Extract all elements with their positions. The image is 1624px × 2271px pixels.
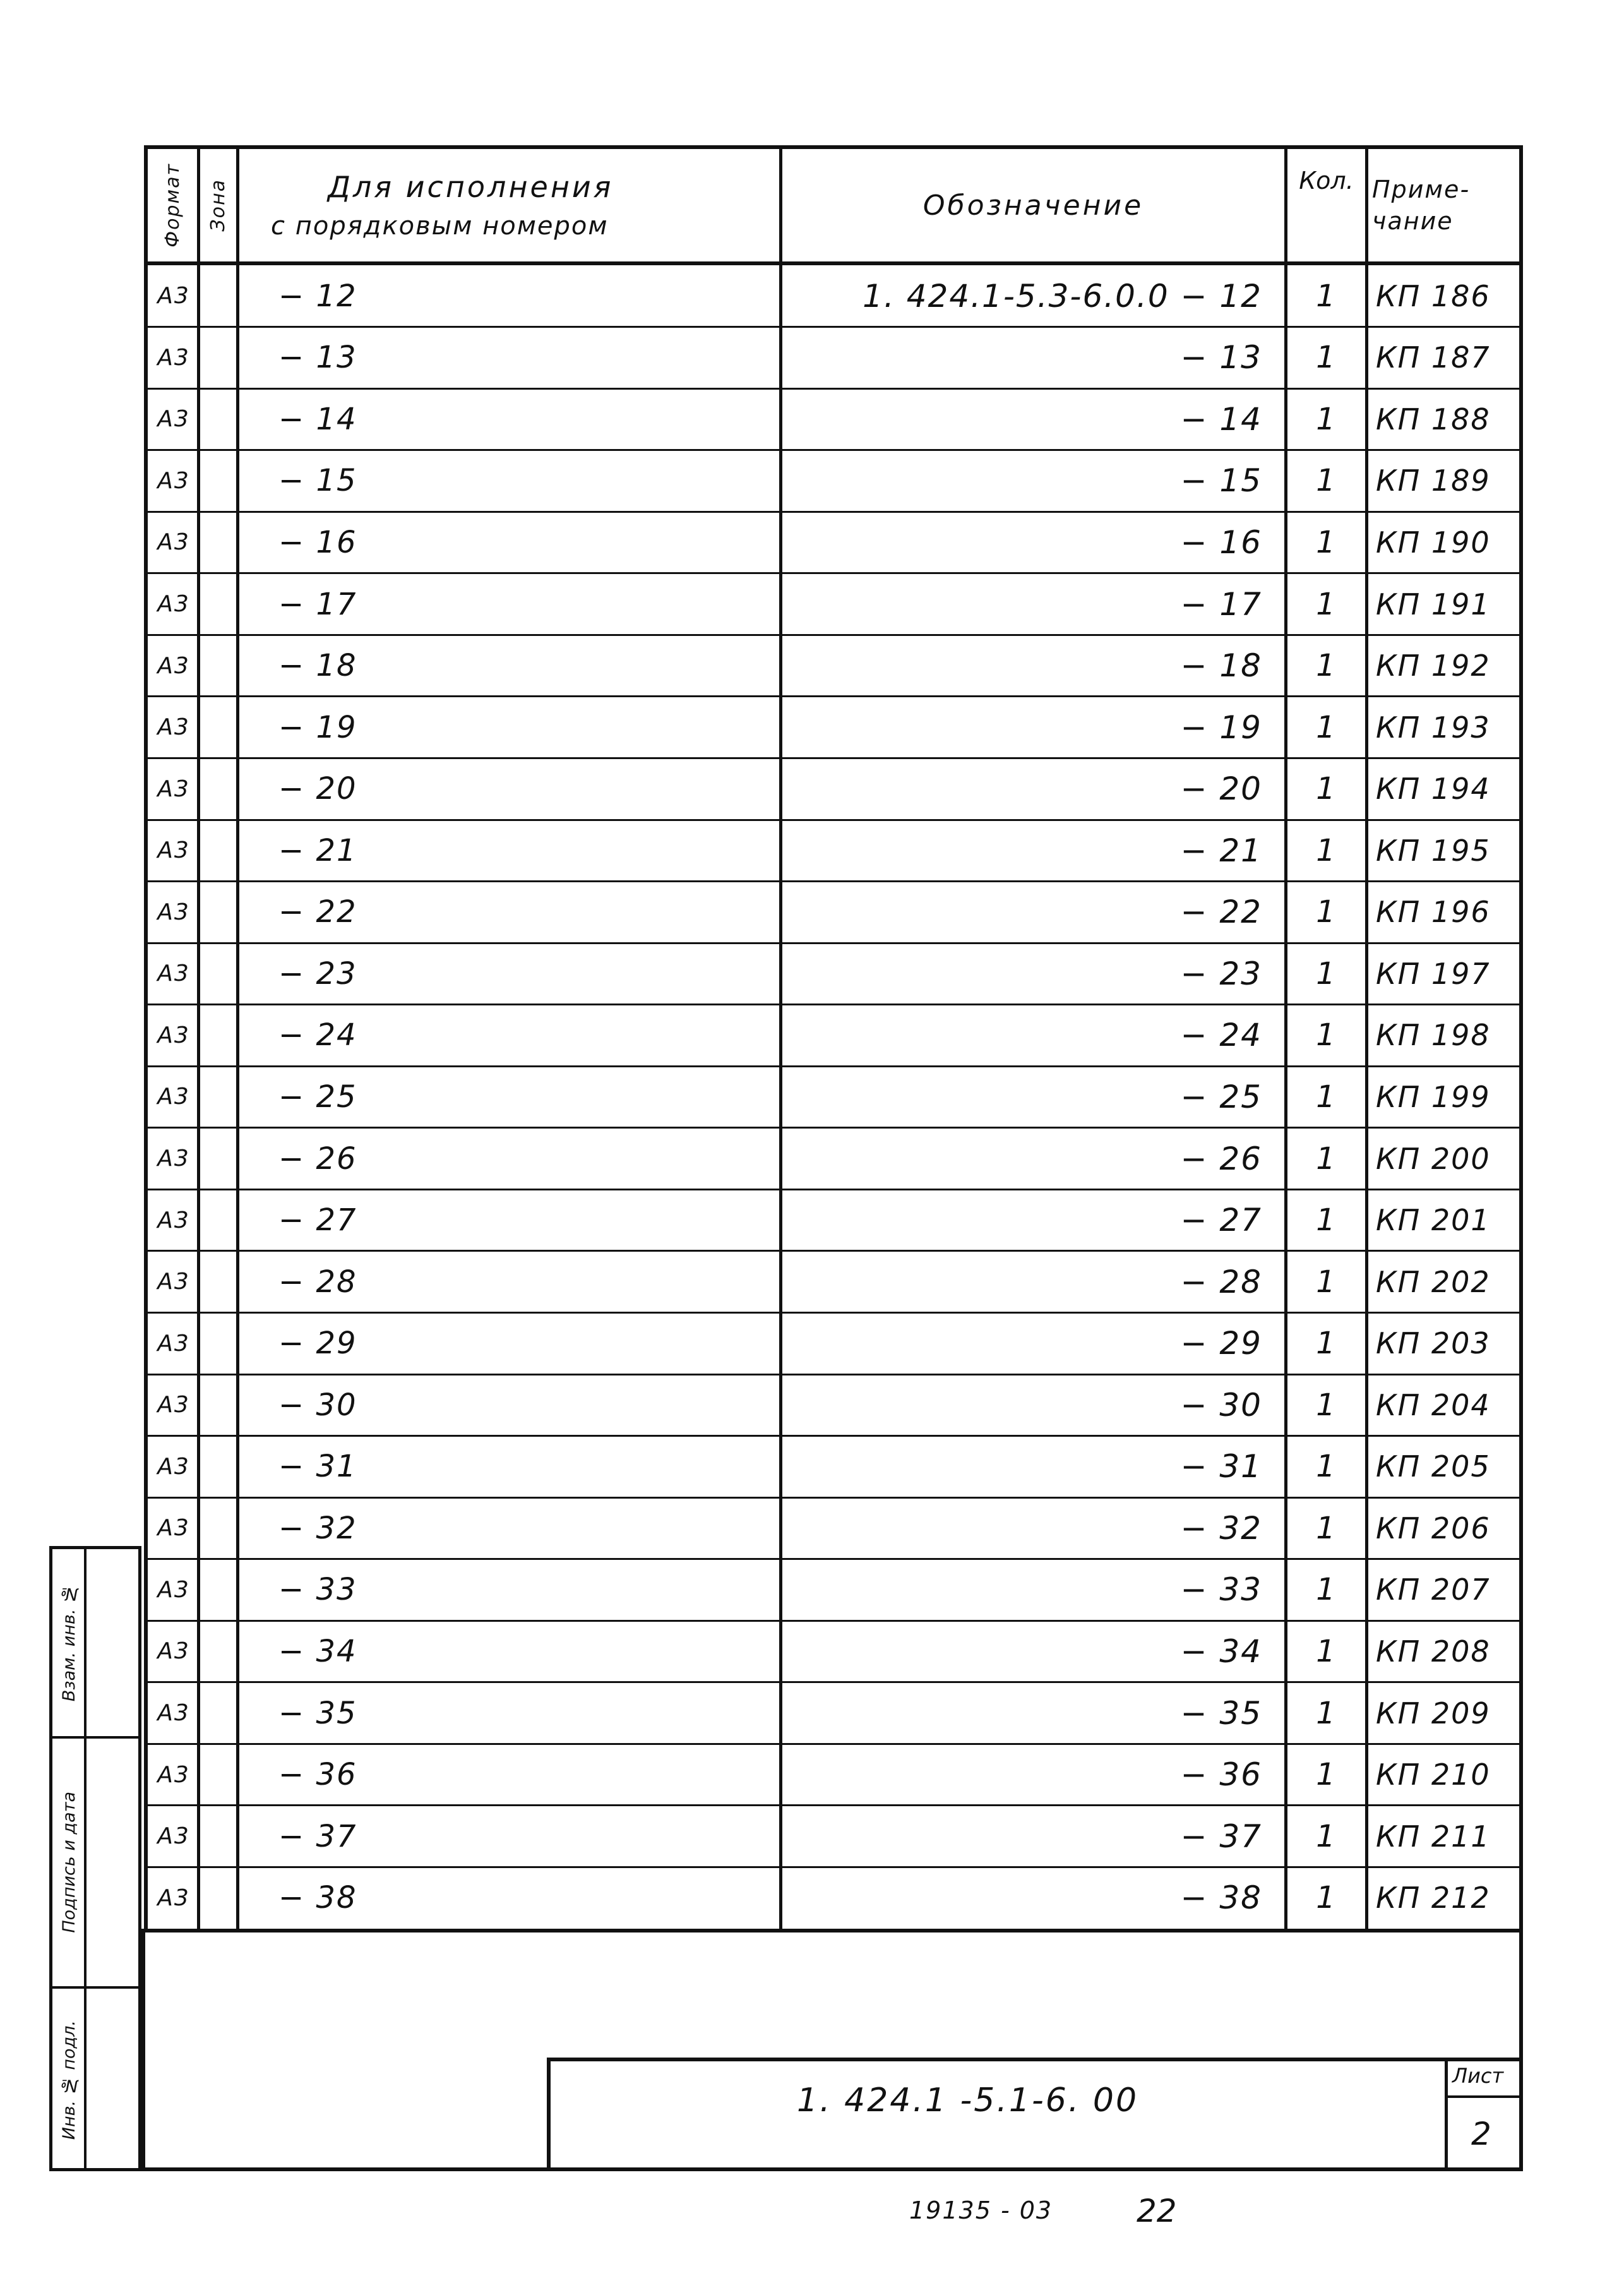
cell-variant: − 37 [278, 1818, 357, 1854]
cell-designation: 1. 424.1-5.3-6.0.0 − 12 [863, 277, 1262, 315]
cell-note: КП 186 [1376, 279, 1491, 313]
cell-qty: 1 [1316, 1326, 1337, 1362]
cell-designation: − 31 [1180, 1448, 1262, 1485]
table-row [148, 573, 1519, 635]
cell-format: А3 [157, 467, 190, 494]
cell-variant: − 35 [278, 1695, 357, 1731]
cell-note: КП 188 [1376, 402, 1491, 436]
cell-note: КП 201 [1376, 1203, 1491, 1238]
stamp-signature-date [54, 1739, 84, 1986]
table-row [148, 758, 1519, 820]
cell-variant: − 21 [278, 832, 357, 868]
cell-format: А3 [157, 1761, 190, 1788]
table-row [148, 882, 1519, 944]
cell-note: КП 212 [1376, 1881, 1491, 1915]
table-row [148, 1374, 1519, 1436]
left-stamp [49, 1546, 141, 2171]
cell-note: КП 191 [1376, 587, 1491, 621]
cell-variant: − 12 [278, 278, 357, 314]
table-row [148, 1682, 1519, 1744]
cell-designation: − 23 [1180, 955, 1262, 992]
cell-variant: − 23 [278, 956, 357, 992]
cell-qty: 1 [1316, 832, 1337, 868]
header-variant [239, 149, 779, 261]
cell-variant: − 19 [278, 709, 357, 745]
cell-variant: − 28 [278, 1264, 357, 1300]
cell-variant: − 17 [278, 586, 357, 622]
cell-format: А3 [157, 529, 190, 556]
specification-table [144, 145, 1523, 1932]
cell-designation: − 14 [1180, 400, 1262, 438]
frame-left-edge [141, 1929, 145, 2171]
cell-format: А3 [157, 1700, 190, 1727]
cell-designation: − 25 [1180, 1078, 1262, 1115]
sheet-number: 2 [1471, 2116, 1491, 2152]
stamp-signature-date-label: Подпись и дата [59, 1792, 79, 1933]
header-qty: Кол. [1299, 167, 1354, 195]
cell-note: КП 202 [1376, 1264, 1491, 1299]
table-row [148, 327, 1519, 389]
cell-format: А3 [157, 591, 190, 618]
table-row [148, 1436, 1519, 1498]
table-row [148, 1128, 1519, 1190]
cell-format: А3 [157, 344, 190, 371]
cell-note: КП 200 [1376, 1141, 1491, 1176]
cell-designation: − 38 [1180, 1879, 1262, 1917]
cell-qty: 1 [1316, 340, 1337, 376]
cell-designation: − 17 [1180, 585, 1262, 623]
cell-note: КП 207 [1376, 1573, 1491, 1607]
cell-format: А3 [157, 652, 190, 679]
cell-designation: − 24 [1180, 1017, 1262, 1054]
cell-variant: − 27 [278, 1202, 357, 1238]
cell-format: А3 [157, 1207, 190, 1233]
page-number: 22 [1137, 2193, 1177, 2229]
cell-qty: 1 [1316, 524, 1337, 560]
cell-designation: − 21 [1180, 832, 1262, 869]
cell-qty: 1 [1316, 1695, 1337, 1731]
cell-variant: − 34 [278, 1633, 357, 1669]
cell-variant: − 24 [278, 1017, 357, 1053]
table-row [148, 1559, 1519, 1621]
table-row [148, 1312, 1519, 1374]
cell-note: КП 209 [1376, 1696, 1491, 1730]
stamp-divider [84, 1549, 87, 2168]
document-code: 1. 424.1 -5.1-6. 00 [797, 2082, 1139, 2119]
cell-variant: − 38 [278, 1880, 357, 1916]
cell-format: А3 [157, 776, 190, 802]
header-variant-line1: Для исполнения [328, 170, 614, 204]
cell-qty: 1 [1316, 1633, 1337, 1669]
cell-qty: 1 [1316, 278, 1337, 314]
table-row [148, 1189, 1519, 1251]
cell-variant: − 36 [278, 1757, 357, 1793]
cell-designation: − 26 [1180, 1140, 1262, 1177]
cell-designation: − 28 [1180, 1263, 1262, 1300]
cell-format: А3 [157, 283, 190, 309]
cell-qty: 1 [1316, 1387, 1337, 1423]
cell-variant: − 30 [278, 1387, 357, 1423]
archive-number: 19135 - 03 [909, 2196, 1053, 2224]
table-row [148, 1066, 1519, 1128]
cell-qty: 1 [1316, 894, 1337, 930]
cell-format: А3 [157, 1638, 190, 1665]
cell-designation: − 15 [1180, 462, 1262, 500]
cell-qty: 1 [1316, 1141, 1337, 1177]
cell-qty: 1 [1316, 1818, 1337, 1854]
cell-qty: 1 [1316, 1079, 1337, 1115]
table-row [148, 1005, 1519, 1067]
cell-variant: − 29 [278, 1326, 357, 1362]
table-row [148, 450, 1519, 512]
cell-note: КП 193 [1376, 710, 1491, 745]
cell-note: КП 211 [1376, 1819, 1491, 1854]
cell-format: А3 [157, 1515, 190, 1542]
cell-note: КП 199 [1376, 1079, 1491, 1114]
cell-qty: 1 [1316, 709, 1337, 745]
table-row [148, 1251, 1519, 1313]
cell-format: А3 [157, 1576, 190, 1603]
title-block-sheet-divider [1445, 2058, 1448, 2171]
cell-qty: 1 [1316, 1202, 1337, 1238]
cell-format: А3 [157, 406, 190, 433]
cell-note: КП 206 [1376, 1511, 1491, 1545]
cell-note: КП 203 [1376, 1326, 1491, 1361]
cell-designation: − 16 [1180, 524, 1262, 561]
table-row [148, 1867, 1519, 1929]
cell-designation: − 27 [1180, 1202, 1262, 1239]
cell-note: КП 187 [1376, 340, 1491, 375]
cell-format: А3 [157, 1885, 190, 1911]
cell-qty: 1 [1316, 1572, 1337, 1608]
header-format [148, 149, 197, 261]
header-zone-label: Зона [207, 179, 229, 232]
cell-qty: 1 [1316, 463, 1337, 499]
cell-qty: 1 [1316, 956, 1337, 992]
cell-qty: 1 [1316, 1264, 1337, 1300]
title-block-sheet-line [1445, 2095, 1523, 2098]
cell-designation: − 13 [1180, 339, 1262, 376]
cell-variant: − 33 [278, 1572, 357, 1608]
cell-note: КП 194 [1376, 772, 1491, 806]
cell-format: А3 [157, 1022, 190, 1048]
cell-format: А3 [157, 961, 190, 987]
cell-format: А3 [157, 1269, 190, 1295]
cell-qty: 1 [1316, 1510, 1337, 1546]
cell-variant: − 14 [278, 401, 357, 437]
cell-format: А3 [157, 899, 190, 925]
table-row [148, 635, 1519, 697]
cell-designation: − 30 [1180, 1386, 1262, 1423]
cell-qty: 1 [1316, 1449, 1337, 1485]
cell-format: А3 [157, 1330, 190, 1357]
cell-note: КП 208 [1376, 1634, 1491, 1669]
cell-format: А3 [157, 1823, 190, 1850]
cell-variant: − 18 [278, 648, 357, 684]
table-row [148, 943, 1519, 1005]
table-row [148, 1806, 1519, 1867]
header-format-label: Формат [161, 163, 184, 248]
cell-designation: − 34 [1180, 1633, 1262, 1670]
table-row [148, 265, 1519, 327]
cell-designation: − 36 [1180, 1756, 1262, 1794]
cell-qty: 1 [1316, 401, 1337, 437]
cell-variant: − 31 [278, 1449, 357, 1485]
cell-note: КП 192 [1376, 649, 1491, 683]
frame-right-edge [1519, 1929, 1523, 2171]
cell-qty: 1 [1316, 1880, 1337, 1916]
table-row [148, 512, 1519, 573]
cell-format: А3 [157, 1084, 190, 1110]
table-row [148, 697, 1519, 758]
cell-note: КП 205 [1376, 1449, 1491, 1484]
cell-note: КП 198 [1376, 1018, 1491, 1053]
cell-designation: − 32 [1180, 1509, 1262, 1547]
cell-variant: − 20 [278, 771, 357, 807]
table-row [148, 1621, 1519, 1682]
cell-variant: − 32 [278, 1510, 357, 1546]
cell-note: КП 195 [1376, 833, 1491, 868]
table-row [148, 1497, 1519, 1559]
cell-qty: 1 [1316, 648, 1337, 684]
table-row [148, 388, 1519, 450]
cell-format: А3 [157, 1392, 190, 1418]
header-variant-line2: с порядковым номером [271, 212, 609, 241]
cell-qty: 1 [1316, 586, 1337, 622]
cell-designation: − 29 [1180, 1325, 1262, 1362]
cell-variant: − 26 [278, 1141, 357, 1177]
header-note-line1: Приме- [1372, 176, 1471, 203]
title-block-top [547, 2058, 1523, 2061]
cell-variant: − 15 [278, 463, 357, 499]
cell-format: А3 [157, 1453, 190, 1480]
cell-designation: − 20 [1180, 770, 1262, 808]
title-block-left [547, 2058, 551, 2171]
cell-note: КП 197 [1376, 956, 1491, 991]
stamp-inv-original [54, 1989, 84, 2172]
stamp-inv-original-label: Инв. № подл. [59, 2020, 79, 2140]
cell-designation: − 35 [1180, 1694, 1262, 1732]
table-row [148, 1744, 1519, 1806]
stamp-replaced-inv-label: Взам. инв. № [59, 1583, 79, 1702]
cell-note: КП 204 [1376, 1387, 1491, 1422]
cell-note: КП 189 [1376, 464, 1491, 498]
cell-qty: 1 [1316, 1757, 1337, 1793]
cell-note: КП 196 [1376, 895, 1491, 930]
cell-variant: − 16 [278, 524, 357, 560]
frame-bottom-edge [141, 2167, 1523, 2171]
cell-designation: − 18 [1180, 647, 1262, 685]
cell-qty: 1 [1316, 1017, 1337, 1053]
header-designation: Обозначение [922, 189, 1144, 222]
header-note-line2: чание [1372, 207, 1454, 235]
cell-format: А3 [157, 1146, 190, 1172]
cell-designation: − 19 [1180, 709, 1262, 746]
cell-qty: 1 [1316, 771, 1337, 807]
cell-variant: − 25 [278, 1079, 357, 1115]
header-note [1368, 149, 1523, 261]
table-row [148, 820, 1519, 882]
cell-variant: − 22 [278, 894, 357, 930]
header-zone [200, 149, 236, 261]
cell-format: А3 [157, 837, 190, 864]
cell-designation: − 22 [1180, 894, 1262, 931]
cell-designation: − 33 [1180, 1571, 1262, 1609]
cell-designation: − 37 [1180, 1818, 1262, 1855]
cell-format: А3 [157, 714, 190, 741]
stamp-replaced-inv [54, 1549, 84, 1736]
cell-note: КП 210 [1376, 1758, 1491, 1792]
sheet-label: Лист [1452, 2064, 1504, 2088]
cell-variant: − 13 [278, 340, 357, 376]
cell-note: КП 190 [1376, 525, 1491, 560]
